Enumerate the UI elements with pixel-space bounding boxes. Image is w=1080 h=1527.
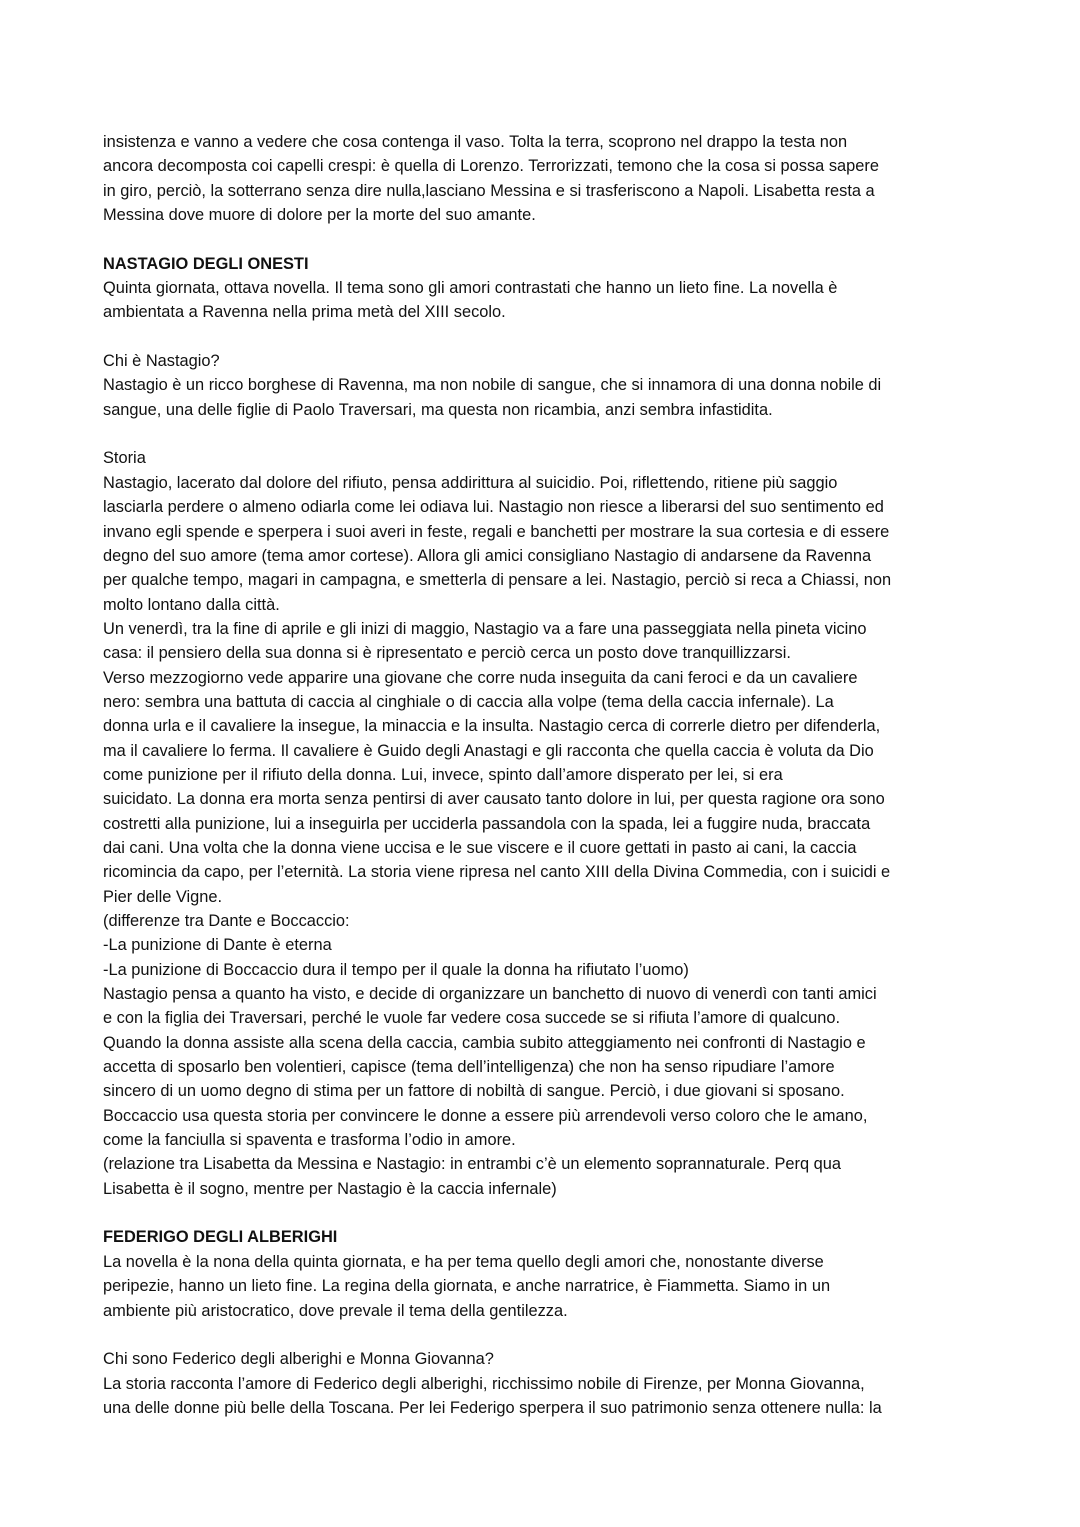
paragraph-gap (103, 422, 983, 446)
subheading-who-nastagio: Chi è Nastagio? (103, 352, 220, 371)
text-line: -La punizione di Boccaccio dura il tempo per il quale la donna ha rifiutato l’uomo) (103, 960, 689, 979)
text-line: Quando la donna assiste alla scena della caccia, cambia subito atteggiamento nei confronti di Nastagio e (103, 1033, 866, 1052)
subheading-who-federigo: Chi sono Federico degli alberighi e Monna Giovanna? (103, 1350, 494, 1369)
text-line: ambiente più aristocratico, dove prevale il tema della gentilezza. (103, 1301, 568, 1320)
text-line: Nastagio pensa a quanto ha visto, e decide di organizzare un banchetto di nuovo di venerdì con tanti amici (103, 985, 877, 1004)
text-line: (differenze tra Dante e Boccaccio: (103, 912, 350, 930)
text-line: donna urla e il cavaliere la insegue, la minaccia e la insulta. Nastagio cerca di correrle dietro per difenderla, (103, 717, 881, 736)
text-line: Lisabetta è il sogno, mentre per Nastagio è la caccia infernale) (103, 1179, 557, 1198)
text-line: sangue, una delle figlie di Paolo Traversari, ma questa non ricambia, anzi sembra infastidita. (103, 400, 773, 419)
text-line: lasciarla perdere o almeno odiarla come lei odiava lui. Nastagio non riesce a liberarsi del suo sentimento ed (103, 498, 884, 517)
text-line: ma il cavaliere lo ferma. Il cavaliere è Guido degli Anastagi e gli racconta che quella caccia è voluta da Dio (103, 741, 874, 760)
nastagio-story (103, 446, 983, 1201)
text-line: ricomincia da capo, per l’eternità. La storia viene ripresa nel canto XIII della Divina Commedia, con i suicidi e (103, 863, 891, 882)
text-line: Verso mezzogiorno vede apparire una giovane che corre nuda inseguita da cani feroci e da un cavaliere (103, 668, 858, 687)
text-line: invano egli spende e sperpera i suoi averi in feste, regali e banchetti per mostrare la sua cortesia e di essere (103, 522, 890, 541)
document-page (103, 130, 983, 1420)
text-line: degno del suo amore (tema amor cortese). Allora gli amici consigliano Nastagio di andarsene da Ravenna (103, 546, 872, 565)
paragraph-gap (103, 1201, 983, 1225)
text-line: ambientata a Ravenna nella prima metà del XIII secolo. (103, 303, 506, 322)
text-line: ancora decomposta coi capelli crespi: è quella di Lorenzo. Terrorizzati, temono che la cosa si possa sapere (103, 157, 879, 176)
section-heading-nastagio: NASTAGIO DEGLI ONESTI (103, 254, 309, 273)
text-line: accetta di sposarlo ben volentieri, capisce (tema dell’intelligenza) che non ha senso ripudiare l’amore (103, 1058, 835, 1077)
text-line: come la fanciulla si spaventa e trasforma l’odio in amore. (103, 1131, 516, 1150)
text-line: Un venerdì, tra la fine di aprile e gli inizi di maggio, Nastagio va a fare una passeggiata nella pineta vicino (103, 619, 867, 638)
text-line: suicidato. La donna era morta senza pentirsi di aver causato tanto dolore in lui, per questa ragione ora sono (103, 790, 885, 809)
intro-paragraph (103, 130, 983, 227)
paragraph-gap (103, 325, 983, 349)
text-line: -La punizione di Dante è eterna (103, 936, 332, 955)
text-line: Boccaccio usa questa storia per convincere le donne a essere più arrendevoli verso coloro che le amano, (103, 1106, 868, 1125)
federigo-section (103, 1225, 983, 1322)
text-line: per qualche tempo, magari in campagna, e smetterla di pensare a lei. Nastagio, perciò si reca a Chiassi, non (103, 571, 892, 590)
text-line: costretti alla punizione, lui a inseguirla per ucciderla passandola con la spada, lei a fuggire nuda, braccata (103, 814, 871, 833)
text-line: La novella è la nona della quinta giornata, e ha per tema quello degli amori che, nonostante diverse (103, 1252, 824, 1271)
text-line: insistenza e vanno a vedere che cosa contenga il vaso. Tolta la terra, scoprono nel drappo la testa non (103, 133, 848, 151)
text-line: dai cani. Una volta che la donna viene uccisa e le sue viscere e il cuore gettati in pasto ai cani, la caccia (103, 838, 857, 857)
federigo-who (103, 1347, 983, 1420)
text-line: nero: sembra una battuta di caccia al cinghiale o di caccia alla volpe (tema della caccia infernale). La (103, 692, 834, 711)
text-line: molto lontano dalla città. (103, 595, 280, 614)
paragraph-gap (103, 1323, 983, 1347)
text-line: La storia racconta l’amore di Federico degli alberighi, ricchissimo nobile di Firenze, per Monna Giovanna, (103, 1374, 865, 1393)
text-line: in giro, perciò, la sotterrano senza dire nulla,lasciano Messina e si trasferiscono a Napoli. Lisabetta resta a (103, 181, 875, 200)
text-line: Pier delle Vigne. (103, 887, 223, 906)
text-line: Nastagio, lacerato dal dolore del rifiuto, pensa addirittura al suicidio. Poi, riflettendo, ritiene più saggio (103, 473, 838, 492)
text-line: e con la figlia dei Traversari, perché le vuole far vedere cosa succede se si rifiuta l’amore di qualcuno. (103, 1009, 841, 1028)
text-line: Messina dove muore di dolore per la morte del suo amante. (103, 206, 536, 225)
text-line: Nastagio è un ricco borghese di Ravenna, ma non nobile di sangue, che si innamora di una donna nobile di (103, 376, 882, 395)
text-line: peripezie, hanno un lieto fine. La regina della giornata, e anche narratrice, è Fiammetta. Siamo in un (103, 1277, 831, 1296)
text-line: una delle donne più belle della Toscana. Per lei Federigo sperpera il suo patrimonio senza ottenere nulla: la (103, 1398, 882, 1417)
nastagio-section (103, 252, 983, 325)
text-line: Quinta giornata, ottava novella. Il tema sono gli amori contrastati che hanno un lieto fine. La novella è (103, 279, 838, 298)
nastagio-who (103, 349, 983, 422)
text-line: come punizione per il rifiuto della donna. Lui, invece, spinto dall’amore disperato per lei, si era (103, 765, 783, 784)
text-line: casa: il pensiero della sua donna si è ripresentato e perciò cerca un posto dove tranquillizzarsi. (103, 644, 791, 663)
text-line: sincero di un uomo degno di stima per un fattore di nobiltà di sangue. Perciò, i due giovani si sposano. (103, 1082, 845, 1101)
paragraph-gap (103, 227, 983, 251)
subheading-storia: Storia (103, 449, 146, 468)
text-line: (relazione tra Lisabetta da Messina e Nastagio: in entrambi c’è un elemento soprannaturale. Perq qua (103, 1155, 842, 1174)
section-heading-federigo: FEDERIGO DEGLI ALBERIGHI (103, 1228, 338, 1247)
